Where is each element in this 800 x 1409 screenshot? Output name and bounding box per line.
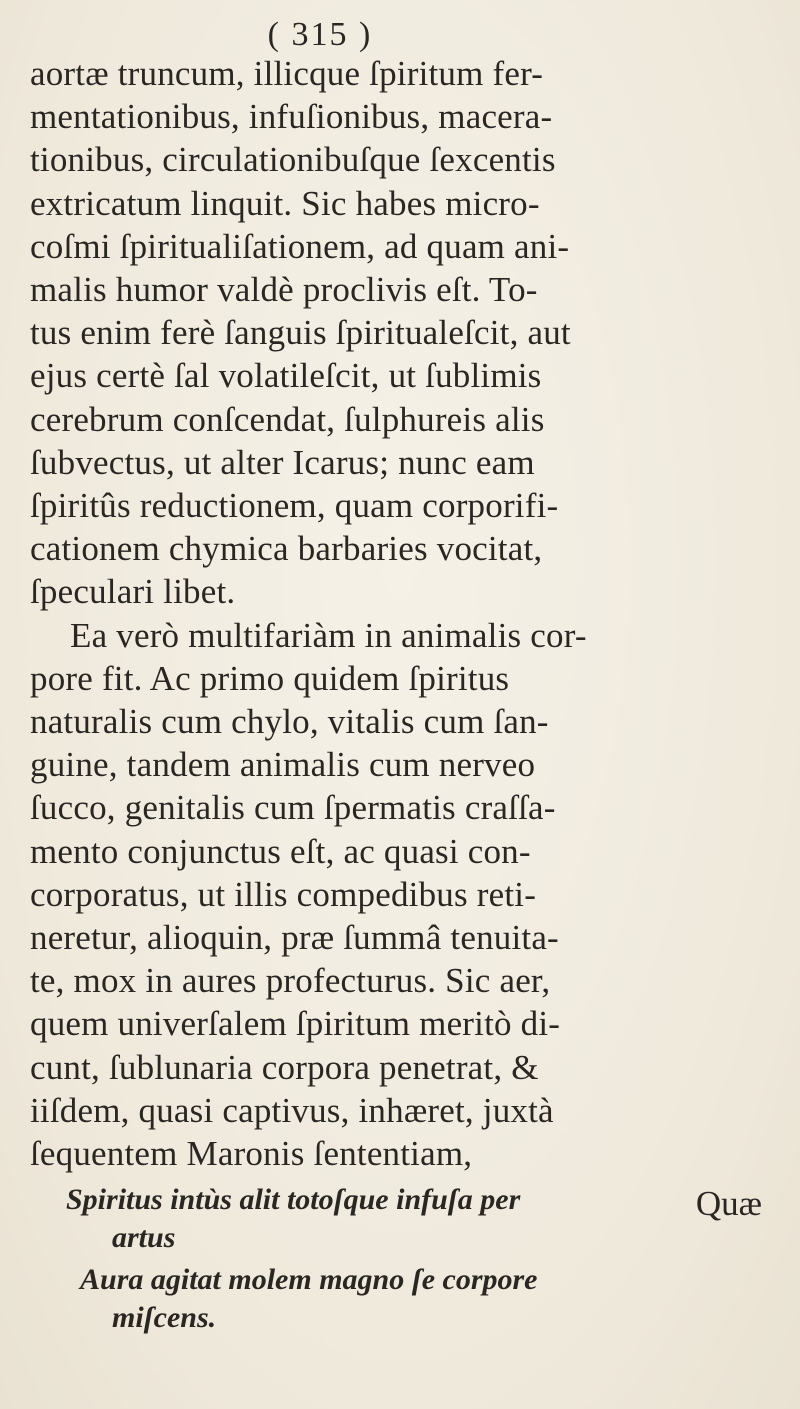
text-line: naturalis cum chylo, vitalis cum ſan- — [30, 702, 549, 742]
text-line: tus enim ferè ſanguis ſpiritualeſcit, aut — [30, 313, 571, 353]
verse-line: miſcens. — [112, 1301, 217, 1335]
verse-line: Spiritus intùs alit totoſque infuſa per — [66, 1183, 521, 1217]
page-number: ( 315 ) — [267, 16, 373, 53]
text-line: guine, tandem animalis cum nerveo — [30, 745, 536, 785]
text-line: iiſdem, quasi captivus, inhæret, juxtà — [30, 1090, 554, 1130]
text-line: ejus certè ſal volatileſcit, ut ſublimis — [30, 356, 542, 396]
text-line: extricatum linquit. Sic habes micro- — [30, 183, 540, 223]
text-line: ſubvectus, ut alter Icarus; nunc eam — [30, 442, 535, 482]
text-line: cationem chymica barbaries vocitat, — [30, 529, 543, 569]
text-line: ſpeculari libet. — [30, 572, 236, 612]
text-line: ſequentem Maronis ſententiam, — [30, 1134, 473, 1174]
text-line: coſmi ſpiritualiſationem, ad quam ani- — [30, 226, 570, 266]
paragraph-start-line: Ea verò multifariàm in animalis cor- — [70, 615, 587, 655]
text-line: cunt, ſublunaria corpora penetrat, & — [30, 1047, 539, 1087]
text-line: pore fit. Ac primo quidem ſpiritus — [30, 658, 510, 698]
verse-line: artus — [112, 1221, 176, 1255]
text-line: tionibus, circulationibuſque ſexcentis — [30, 140, 556, 180]
catchword: Quæ — [695, 1184, 762, 1223]
verse-line: Aura agitat molem magno ſe corpore — [80, 1263, 538, 1297]
text-line: mento conjunctus eſt, ac quasi con- — [30, 831, 531, 871]
text-line: mentationibus, infuſionibus, macera- — [30, 97, 553, 137]
text-line: quem univerſalem ſpiritum meritò di- — [30, 1004, 561, 1044]
text-line: aortæ truncum, illicque ſpiritum fer- — [30, 54, 544, 93]
text-line: ſucco, genitalis cum ſpermatis craſſa- — [30, 788, 556, 828]
text-line: cerebrum conſcendat, ſulphureis alis — [30, 399, 545, 439]
text-line: ſpiritûs reductionem, quam corporifi- — [30, 486, 559, 526]
text-line: malis humor valdè proclivis eſt. To- — [30, 270, 538, 310]
text-line: te, mox in aures profecturus. Sic aer, — [30, 961, 551, 1001]
text-line: corporatus, ut illis compedibus reti- — [30, 874, 537, 914]
body-text — [30, 52, 770, 1337]
text-line: neretur, alioquin, præ ſummâ tenuita- — [30, 918, 559, 958]
